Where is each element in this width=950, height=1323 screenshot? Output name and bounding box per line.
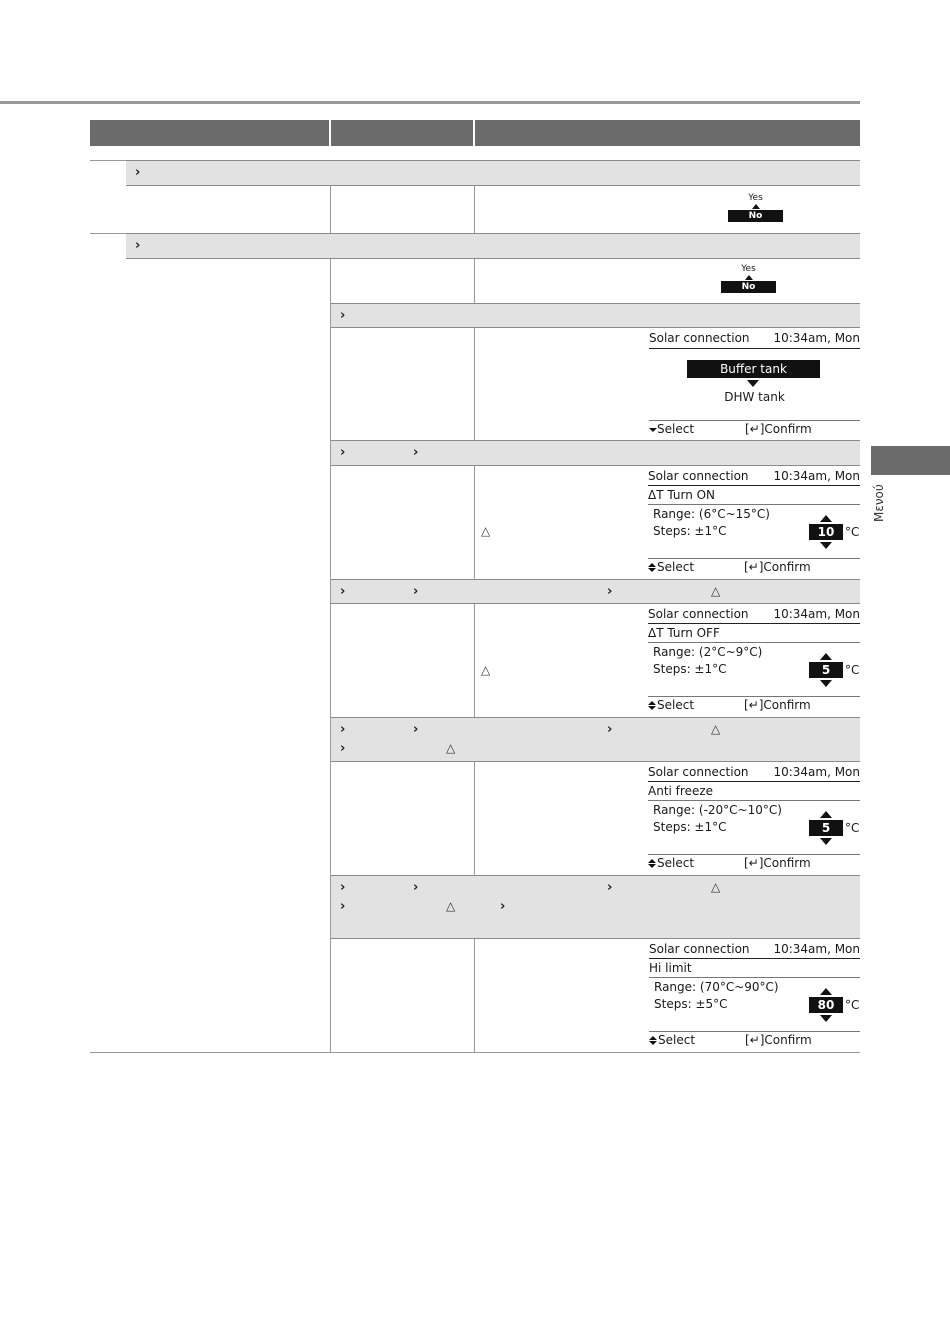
screen-time: 10:34am, Mon	[773, 331, 860, 345]
arrow-down-icon	[649, 1041, 657, 1045]
top-rule	[0, 101, 860, 104]
chevron-icon: ›	[607, 722, 613, 737]
arrow-down-icon	[649, 428, 657, 432]
arrow-up-icon	[820, 653, 832, 660]
option-selected: Buffer tank	[687, 360, 820, 378]
arrow-up-icon	[648, 701, 656, 705]
screen-subtitle: ΔT Turn OFF	[648, 626, 720, 640]
chevron-icon: ›	[340, 899, 346, 914]
arrow-up-icon	[648, 563, 656, 567]
screen-time: 10:34am, Mon	[773, 469, 860, 483]
table-header-col-2	[331, 120, 473, 146]
yes-no-selector	[721, 264, 776, 293]
steps-text: Steps: ±1°C	[653, 820, 727, 834]
arrow-up-icon	[745, 275, 753, 280]
chevron-icon: ›	[413, 445, 419, 460]
chevron-icon: ›	[607, 584, 613, 599]
enter-key-icon: [↵]	[745, 1033, 765, 1047]
arrow-down-icon	[747, 380, 759, 387]
screen-subtitle: ΔT Turn ON	[648, 488, 716, 502]
table-bottom-rule	[90, 1052, 860, 1053]
arrow-down-icon	[820, 1015, 832, 1022]
value-display: 5	[809, 820, 843, 836]
unit-label: °C	[845, 525, 860, 539]
chevron-icon: ›	[340, 741, 346, 756]
arrow-down-icon	[820, 838, 832, 845]
chevron-icon: ›	[340, 722, 346, 737]
value-display: 80	[809, 997, 843, 1013]
footer-select: Select	[657, 856, 695, 870]
controller-screen-anti-freeze	[648, 765, 860, 873]
delta-outline-icon: △	[711, 880, 721, 894]
screen-subtitle: Anti freeze	[648, 784, 714, 798]
column-divider	[474, 604, 475, 717]
delta-outline-icon: △	[711, 584, 721, 598]
screen-title: Solar connection	[648, 607, 749, 621]
table-header-col-3	[475, 120, 860, 146]
column-divider	[474, 259, 475, 303]
unit-label: °C	[845, 663, 860, 677]
range-text: Range: (70°C~90°C)	[654, 980, 779, 994]
chevron-icon: ›	[607, 880, 613, 895]
footer-confirm: Confirm	[764, 1033, 812, 1047]
arrow-up-icon	[820, 811, 832, 818]
screen-subtitle: Hi limit	[649, 961, 692, 975]
screen-time: 10:34am, Mon	[773, 607, 860, 621]
arrow-down-icon	[820, 680, 832, 687]
chevron-icon: ›	[500, 899, 506, 914]
chevron-icon: ›	[340, 880, 346, 895]
delta-outline-icon: △	[446, 741, 456, 755]
chevron-icon: ›	[413, 722, 419, 737]
controller-screen-connection	[649, 331, 860, 438]
arrow-up-icon	[820, 988, 832, 995]
chevron-icon: ›	[135, 165, 141, 180]
screen-title: Solar connection	[648, 469, 749, 483]
range-text: Range: (-20°C~10°C)	[653, 803, 782, 817]
range-text: Range: (2°C~9°C)	[653, 645, 763, 659]
screen-time: 10:34am, Mon	[773, 942, 860, 956]
range-text: Range: (6°C~15°C)	[653, 507, 770, 521]
chevron-icon: ›	[340, 584, 346, 599]
column-divider	[474, 939, 475, 1052]
section-band-1	[126, 160, 860, 186]
steps-text: Steps: ±1°C	[653, 524, 727, 538]
table-header-col-1	[90, 120, 329, 146]
enter-key-icon: [↵]	[744, 698, 764, 712]
controller-screen-turn-on	[648, 469, 860, 577]
footer-select: Select	[658, 1033, 696, 1047]
footer-confirm: Confirm	[763, 698, 811, 712]
footer-confirm: Confirm	[763, 856, 811, 870]
delta-outline-icon: △	[711, 722, 721, 736]
controller-screen-hi-limit	[649, 942, 860, 1050]
steps-text: Steps: ±5°C	[654, 997, 728, 1011]
chevron-icon: ›	[413, 584, 419, 599]
value-display: 10	[809, 524, 843, 540]
screen-time: 10:34am, Mon	[773, 765, 860, 779]
enter-key-icon: [↵]	[744, 856, 764, 870]
chevron-icon: ›	[135, 238, 141, 253]
section-band-2	[126, 233, 860, 259]
arrow-up-icon	[648, 859, 656, 863]
steps-text: Steps: ±1°C	[653, 662, 727, 676]
enter-key-icon: [↵]	[744, 560, 764, 574]
sub-band-turn-on	[331, 440, 860, 466]
unit-label: °C	[845, 998, 860, 1012]
value-display: 5	[809, 662, 843, 678]
option-other: DHW tank	[724, 390, 785, 404]
arrow-down-icon	[648, 706, 656, 710]
column-divider	[474, 328, 475, 440]
yes-no-selector	[728, 193, 783, 222]
selector-option-yes: Yes	[741, 264, 756, 274]
controller-screen-turn-off	[648, 607, 860, 715]
footer-select: Select	[657, 698, 695, 712]
column-divider	[474, 186, 475, 234]
arrow-down-icon	[820, 542, 832, 549]
column-divider	[330, 186, 331, 234]
chevron-icon: ›	[340, 308, 346, 323]
selector-option-yes: Yes	[748, 193, 763, 203]
screen-title: Solar connection	[649, 942, 750, 956]
arrow-down-icon	[648, 568, 656, 572]
screen-title: Solar connection	[649, 331, 750, 345]
chevron-icon: ›	[340, 445, 346, 460]
sub-band-turn-off	[331, 579, 860, 604]
sub-band-anti-freeze	[331, 717, 860, 762]
delta-outline-icon: △	[446, 899, 456, 913]
arrow-up-icon	[649, 1036, 657, 1040]
unit-label: °C	[845, 821, 860, 835]
column-divider	[474, 466, 475, 579]
selector-selected-no: No	[721, 281, 776, 293]
chevron-icon: ›	[413, 880, 419, 895]
footer-select: Select	[657, 422, 695, 436]
enter-key-icon: [↵]	[745, 422, 765, 436]
footer-select: Select	[657, 560, 695, 574]
chapter-tab-label: Μενού	[872, 484, 886, 522]
delta-outline-icon: △	[481, 663, 491, 677]
arrow-up-icon	[752, 204, 760, 209]
screen-title: Solar connection	[648, 765, 749, 779]
arrow-up-icon	[820, 515, 832, 522]
sub-band-hi-limit	[331, 875, 860, 939]
footer-confirm: Confirm	[763, 560, 811, 574]
footer-confirm: Confirm	[764, 422, 812, 436]
arrow-down-icon	[648, 864, 656, 868]
delta-outline-icon: △	[481, 524, 491, 538]
sub-band-connection	[331, 303, 860, 328]
chapter-tab	[871, 446, 950, 475]
column-divider	[474, 762, 475, 875]
selector-selected-no: No	[728, 210, 783, 222]
